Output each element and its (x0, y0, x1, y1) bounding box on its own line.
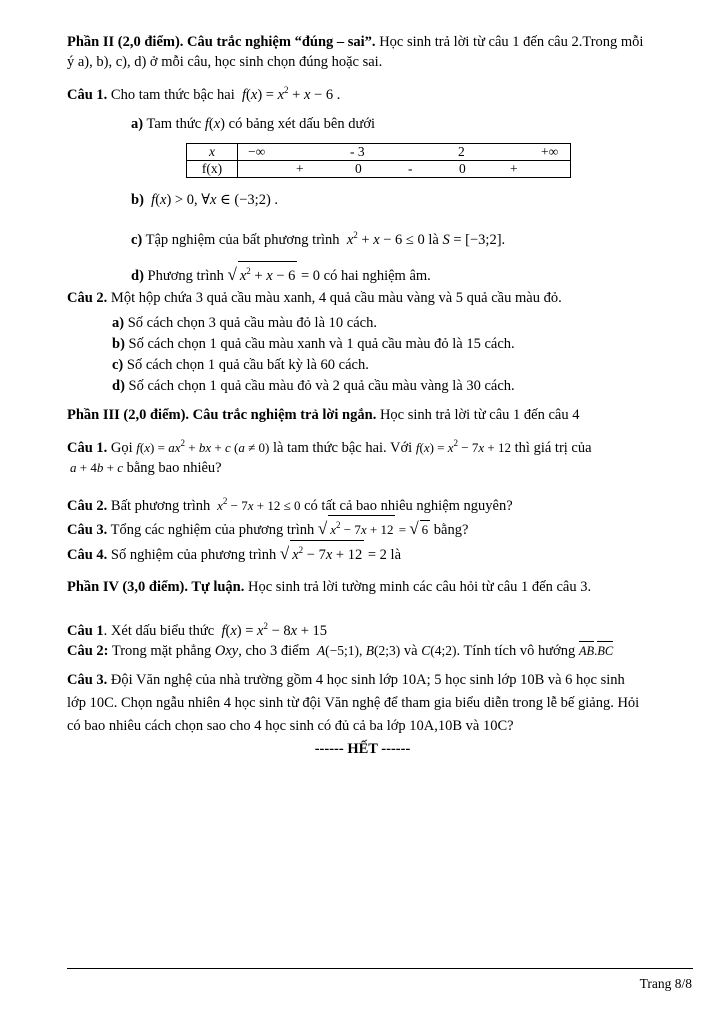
p3-question-3 (67, 515, 468, 539)
p2-q1c-mid: là (428, 232, 439, 248)
sign-4: 0 (459, 161, 466, 176)
p2-q1-formula: $f(x) = x^2 + x - 6$ (238, 85, 334, 103)
sign-table-head-x: x (187, 144, 238, 161)
p2-q2a (112, 314, 377, 332)
p2-q1c: c) Tập nghiệm của bất phương trình $x^2 + x - 6 \le 0$ là S = [−3;2]. (131, 230, 506, 248)
p3-q2-text2: có tất cả bao nhiêu nghiệm nguyên? (304, 498, 513, 514)
p2-q2b-label: b) (112, 336, 125, 352)
p3-q1-expr: a + 4b + c (70, 460, 123, 475)
part2-intro-2: ý a), b), c), d) ở mỗi câu, học sinh chọn đúng hoặc sai. (67, 54, 383, 70)
p4-q3-line1: Đội Văn nghệ của nhà trường gồm 4 học sinh lớp 10A; 5 học sinh lớp 10B và 6 học sinh (110, 672, 625, 688)
p2-q1c-text: Tập nghiệm của bất phương trình (145, 232, 340, 248)
p4-q3-line2: lớp 10C. Chọn ngẫu nhiên 4 học sinh từ đội Văn nghệ để tham gia biểu diễn trong lễ bế giảng. Hỏi (67, 695, 640, 711)
p4-question-2 (67, 642, 613, 660)
p3-q1-label: Câu 1. (67, 440, 108, 456)
page-number: Trang 8/8 (639, 976, 692, 991)
p3-q3-eq: √ $x^2 - 7x + 12$ = √ 6 (318, 522, 430, 537)
p3-q1-general: $f(x) = ax^2$ + bx + c (a ≠ 0) (136, 438, 270, 455)
p3-q3-label: Câu 3. (67, 522, 108, 538)
part4-heading: Phần IV (3,0 điểm). Tự luận. (67, 579, 245, 595)
p4-q3-label: Câu 3. (67, 672, 108, 688)
sign-table-row-fx (187, 161, 571, 178)
p2-q1b-formula: f(x) > 0, ∀x ∈ (−3;2) (147, 192, 271, 208)
p3-question-2 (67, 492, 513, 515)
p2-q2d-text: Số cách chọn 1 quả cầu màu đỏ và 2 quả cầu màu vàng là 30 cách. (128, 378, 515, 394)
tick-2: 2 (458, 144, 465, 159)
p3-q2-ineq: $x^2 - 7x + 12 \le 0$ (213, 496, 301, 513)
footer-divider (67, 968, 693, 969)
part4-line (67, 578, 591, 596)
p4-q2-dot-product: AB.BC (578, 644, 614, 658)
p2-q2d (112, 377, 515, 395)
p3-q2-label: Câu 2. (67, 498, 108, 514)
p3-question-1 (67, 434, 592, 457)
p2-q1d-text1: Phương trình (147, 268, 224, 284)
sign-table-ticks (238, 144, 571, 161)
p2-q2a-label: a) (112, 315, 125, 331)
p3-question-4 (67, 540, 401, 564)
p4-q1-expr: $f(x) = x^2 - 8x + 15$ (217, 621, 328, 639)
p2-q1-label: Câu 1. (67, 87, 108, 103)
p2-q2c (112, 356, 369, 374)
p4-q3-line3: có bao nhiêu cách chọn sao cho 4 học sinh có đủ cả ba lớp 10A,10B và 10C? (67, 718, 514, 734)
p4-q1-label: Câu 1 (67, 623, 104, 639)
p2-q1-text: Cho tam thức bậc hai (110, 87, 235, 103)
p2-q1d-label: d) (131, 268, 144, 284)
p2-q1b: b) f(x) > 0, ∀x ∈ (−3;2) . (131, 192, 279, 208)
sign-table (186, 143, 571, 178)
p4-q2-text2: , cho 3 điểm (238, 643, 310, 659)
sign-table-row-x (187, 144, 571, 161)
p2-q2b (112, 335, 515, 353)
p2-q1c-ineq: $x^2 + x - 6 \le 0$ (343, 230, 425, 248)
p3-q1-specific: $f(x) = x^2 - 7x + 12$ (415, 438, 512, 455)
end-mark: ------ HẾT ------ (314, 741, 411, 757)
p2-q2-label: Câu 2. (67, 290, 108, 306)
part4-intro: Học sinh trả lời tường minh các câu hỏi từ câu 1 đến câu 3. (248, 579, 592, 595)
p3-q1-cont (70, 459, 222, 477)
p3-q3-text2: bằng? (433, 522, 469, 538)
p2-q1d-text2: có hai nghiệm âm. (323, 268, 431, 284)
part2-line2 (67, 53, 382, 71)
part3-line (67, 406, 580, 424)
sign-1: + (296, 161, 304, 176)
p3-q1-text2: là tam thức bậc hai. Với (272, 440, 413, 456)
p4-question-3 (67, 671, 625, 689)
p2-q1b-label: b) (131, 192, 144, 208)
part3-intro: Học sinh trả lời từ câu 1 đến câu 4 (379, 407, 580, 423)
sign-2: 0 (355, 161, 362, 176)
p3-q4-eq: √ $x^2 - 7x + 12 = 2$ (280, 547, 387, 563)
part2-intro: Học sinh trả lời từ câu 1 đến câu 2.Trong mỗi (379, 34, 644, 50)
p2-q2c-label: c) (112, 357, 124, 373)
sign-3: - (408, 161, 413, 176)
p4-q2-point-c: C(4;2) (421, 643, 457, 658)
p2-q1d-eq: √ $x^2 + x - 6 = 0$ (228, 268, 321, 284)
p2-q1a-fx: f(x) (204, 116, 226, 132)
p2-q2-text: Một hộp chứa 3 quả cầu màu xanh, 4 quả cầu màu vàng và 5 quả cầu màu đỏ. (110, 290, 562, 306)
p2-q1c-label: c) (131, 232, 143, 248)
p4-q1-text: . Xét dấu biểu thức (103, 623, 215, 639)
part3-heading: Phần III (2,0 điểm). Câu trắc nghiệm trả lời ngắn. (67, 407, 377, 423)
p4-question-1 (67, 617, 327, 640)
p4-q3-line2-wrap (67, 694, 639, 712)
sign-table-head-fx: f(x) (187, 161, 238, 178)
p2-q2a-text: Số cách chọn 3 quả cầu màu đỏ là 10 cách. (127, 315, 377, 331)
p4-q2-oxy: Oxy (214, 643, 239, 659)
part2-line1 (67, 33, 643, 51)
p4-q2-text1: Trong mặt phẳng (111, 643, 212, 659)
tick-pos-inf: +∞ (541, 144, 559, 159)
p2-q1a-text1: Tam thức (146, 116, 202, 132)
p2-q1a-text2: có bảng xét dấu bên dưới (228, 116, 376, 132)
p3-q4-text1: Số nghiệm của phương trình (110, 547, 277, 563)
p2-q1a-label: a) (131, 116, 144, 132)
p2-q2c-text: Số cách chọn 1 quả cầu bất kỳ là 60 cách. (126, 357, 369, 373)
p2-q1d (131, 261, 431, 285)
tick-minus-3: - 3 (350, 144, 365, 159)
sign-5: + (510, 161, 518, 176)
p4-q2-points: A(−5;1), B(2;3) (313, 643, 401, 658)
tick-neg-inf: −∞ (248, 144, 266, 159)
p3-q1-text3: thì giá trị của (514, 440, 592, 456)
p3-q4-label: Câu 4. (67, 547, 108, 563)
part2-heading: Phần II (2,0 điểm). Câu trắc nghiệm “đúng – sai”. (67, 34, 376, 50)
p2-question-1: Câu 1. Cho tam thức bậc hai $f(x) = x^2 + x - 6$ . (67, 85, 341, 103)
p3-q1-text4: bằng bao nhiêu? (126, 460, 222, 476)
p4-q2-and: và (403, 643, 418, 659)
p4-q3-line3-wrap (67, 717, 514, 735)
p2-q2b-text: Số cách chọn 1 quả cầu màu xanh và 1 quả cầu màu đỏ là 15 cách. (128, 336, 515, 352)
p4-q2-text3: . Tính tích vô hướng (456, 643, 576, 659)
p3-q3-text1: Tổng các nghiệm của phương trình (110, 522, 315, 538)
p3-q4-text2: là (390, 547, 402, 563)
p3-q1-text1: Gọi (110, 440, 133, 456)
p2-q1a (131, 115, 375, 133)
p2-q2d-label: d) (112, 378, 125, 394)
p3-q2-text1: Bất phương trình (110, 498, 211, 514)
p4-q2-label: Câu 2: (67, 643, 109, 659)
p2-question-2 (67, 289, 562, 307)
p2-q1c-set: S = [−3;2] (442, 232, 502, 248)
sign-table-signs (238, 161, 571, 178)
